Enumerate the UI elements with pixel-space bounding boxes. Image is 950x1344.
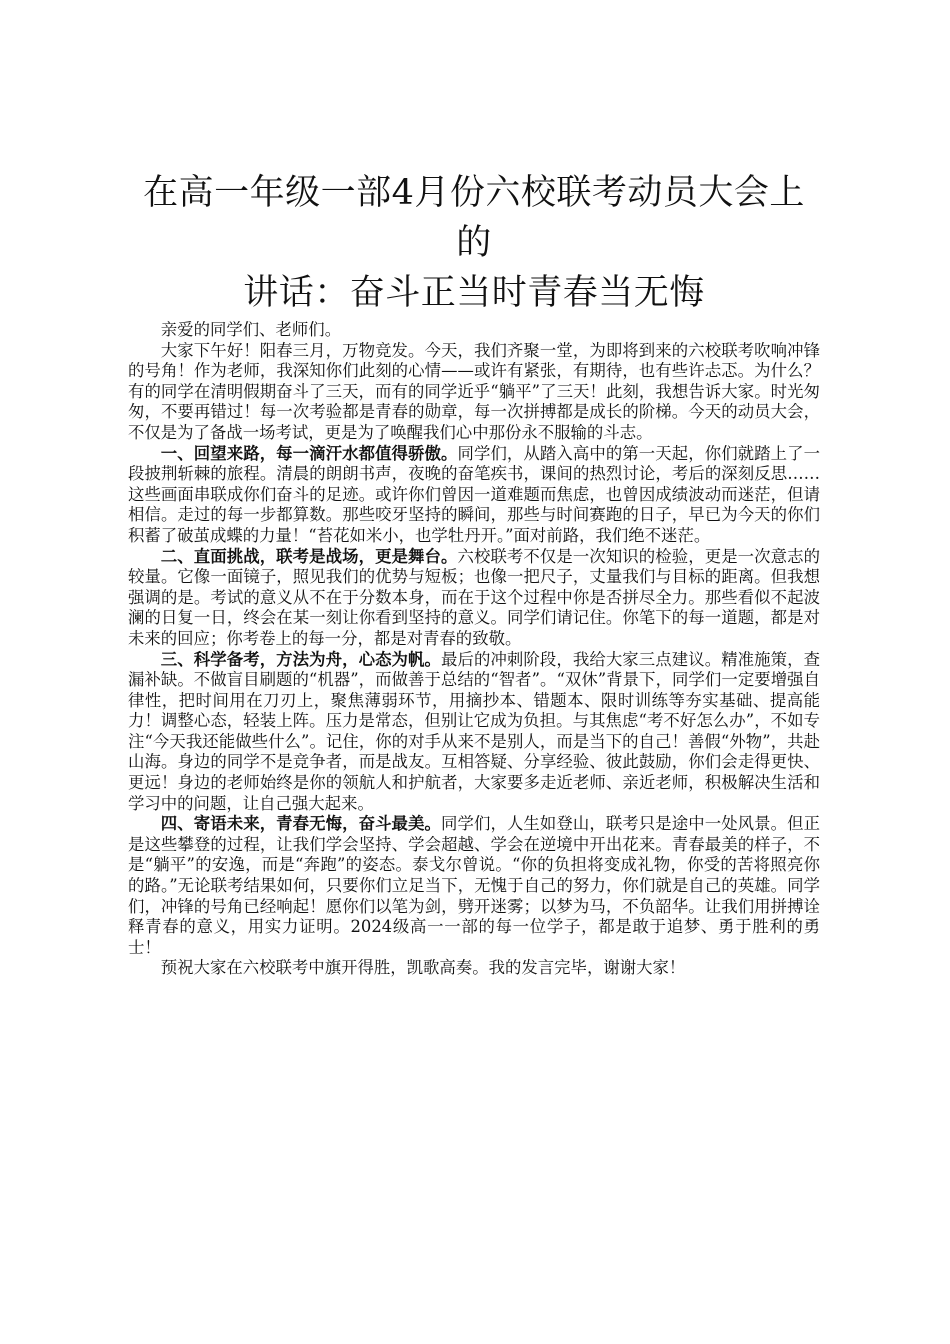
section-paragraph [128, 444, 820, 547]
greeting-paragraph: 亲爱的同学们、老师们。 [160, 320, 342, 339]
section-heading: 一、回望来路，每一滴汗水都值得骄傲。 [160, 443, 458, 463]
section-heading: 三、科学备考，方法为舟，心态为帆。 [160, 649, 441, 669]
document-title [128, 168, 820, 318]
section-text: 最后的冲刺阶段，我给大家三点建议。精准施策，查漏补缺。不做盲目刷题的“机器”，而做善于总结的“智者”。“双休”背景下，同学们一定要增强自律性，把时间用在刀刃上，聚焦薄弱环节，用摘抄本、错题本、限时训练等夯实基础、提高能力！调整心态，轻装上阵。压力是常态，但别让它成为负担。与其焦虑“考不好怎么办”，不如专注“今天我还能做些什么”。记住，你的对手从来不是别人，而是当下的自己！善假“外物”，共赴山海。身边的同学不是竞争者，而是战友。互相答疑、分享经验、彼此鼓励，你们会走得更快、更远！身边的老师始终是你的领航人和护航者，大家要多走近老师、亲近老师，积极解决生活和学习中的问题，让自己强大起来。 [128, 649, 821, 813]
title-line-1: 在高一年级一部4月份六校联考动员大会上的 [143, 173, 805, 263]
section-paragraph [128, 650, 820, 815]
section-heading: 四、寄语未来，青春无悔，奋斗最美。 [160, 814, 441, 834]
section-text: 六校联考不仅是一次知识的检验，更是一次意志的较量。它像一面镜子，照见我们的优势与短板；也像一把尺子，丈量我们与目标的距离。但我想强调的是。考试的意义从不在于分数本身，而在于这个过程中你是否拼尽全力。那些看似不起波澜的日复一日，终会在某一刻让你看到坚持的意义。同学们请记住。你笔下的每一道题，都是对未来的回应；你考卷上的每一分，都是对青春的致敬。 [128, 546, 821, 648]
section-text: 同学们，从踏入高中的第一天起，你们就踏上了一段披荆斩棘的旅程。清晨的朗朗书声，夜晚的奋笔疾书，课间的热烈讨论，考后的深刻反思……这些画面串联成你们奋斗的足迹。或许你们曾因一道难题而焦虑，也曾因成绩波动而迷茫，但请相信。走过的每一步都算数。那些咬牙坚持的瞬间，那些与时间赛跑的日子，早已为今天的你们积蓄了破茧成蝶的力量！“苔花如米小，也学牡丹开。”面对前路，我们绝不迷茫。 [128, 443, 821, 545]
speech-body [128, 320, 820, 979]
closing-paragraph: 预祝大家在六校联考中旗开得胜，凯歌高奏。我的发言完毕，谢谢大家！ [160, 958, 686, 978]
section-text: 同学们，人生如登山，联考只是途中一处风景。但正是这些攀登的过程，让我们学会坚持、学会超越、学会在逆境中开出花来。青春最美的样子，不是“躺平”的安逸，而是“奔跑”的姿态。泰戈尔曾说。“你的负担将变成礼物，你受的苦将照亮你的路。”无论联考结果如何，只要你们立足当下，无愧于自己的努力，你们就是自己的英雄。同学们，冲锋的号角已经响起！愿你们以笔为剑，劈开迷雾；以梦为马，不负韶华。让我们用拼搏诠释青春的意义，用实力证明。2024级高一一部的每一位学子，都是敢于追梦、勇于胜利的勇士！ [128, 814, 821, 957]
intro-paragraph: 大家下午好！阳春三月，万物竞发。今天，我们齐聚一堂，为即将到来的六校联考吹响冲锋的号角！作为老师，我深知你们此刻的心情——或许有紧张，有期待，也有些许忐忑。为什么？有的同学在清明假期奋斗了三天，而有的同学近乎“躺平”了三天！此刻，我想告诉大家。时光匆匆，不要再错过！每一次考验都是青春的勋章，每一次拼搏都是成长的阶梯。今天的动员大会，不仅是为了备战一场考试，更是为了唤醒我们心中那份永不服输的斗志。 [128, 340, 820, 442]
section-paragraph [128, 814, 820, 958]
section-paragraph [128, 547, 820, 650]
document-page [128, 168, 820, 979]
title-line-2: 讲话：奋斗正当时青春当无悔 [243, 273, 705, 313]
section-heading: 二、直面挑战，联考是战场，更是舞台。 [160, 546, 458, 566]
